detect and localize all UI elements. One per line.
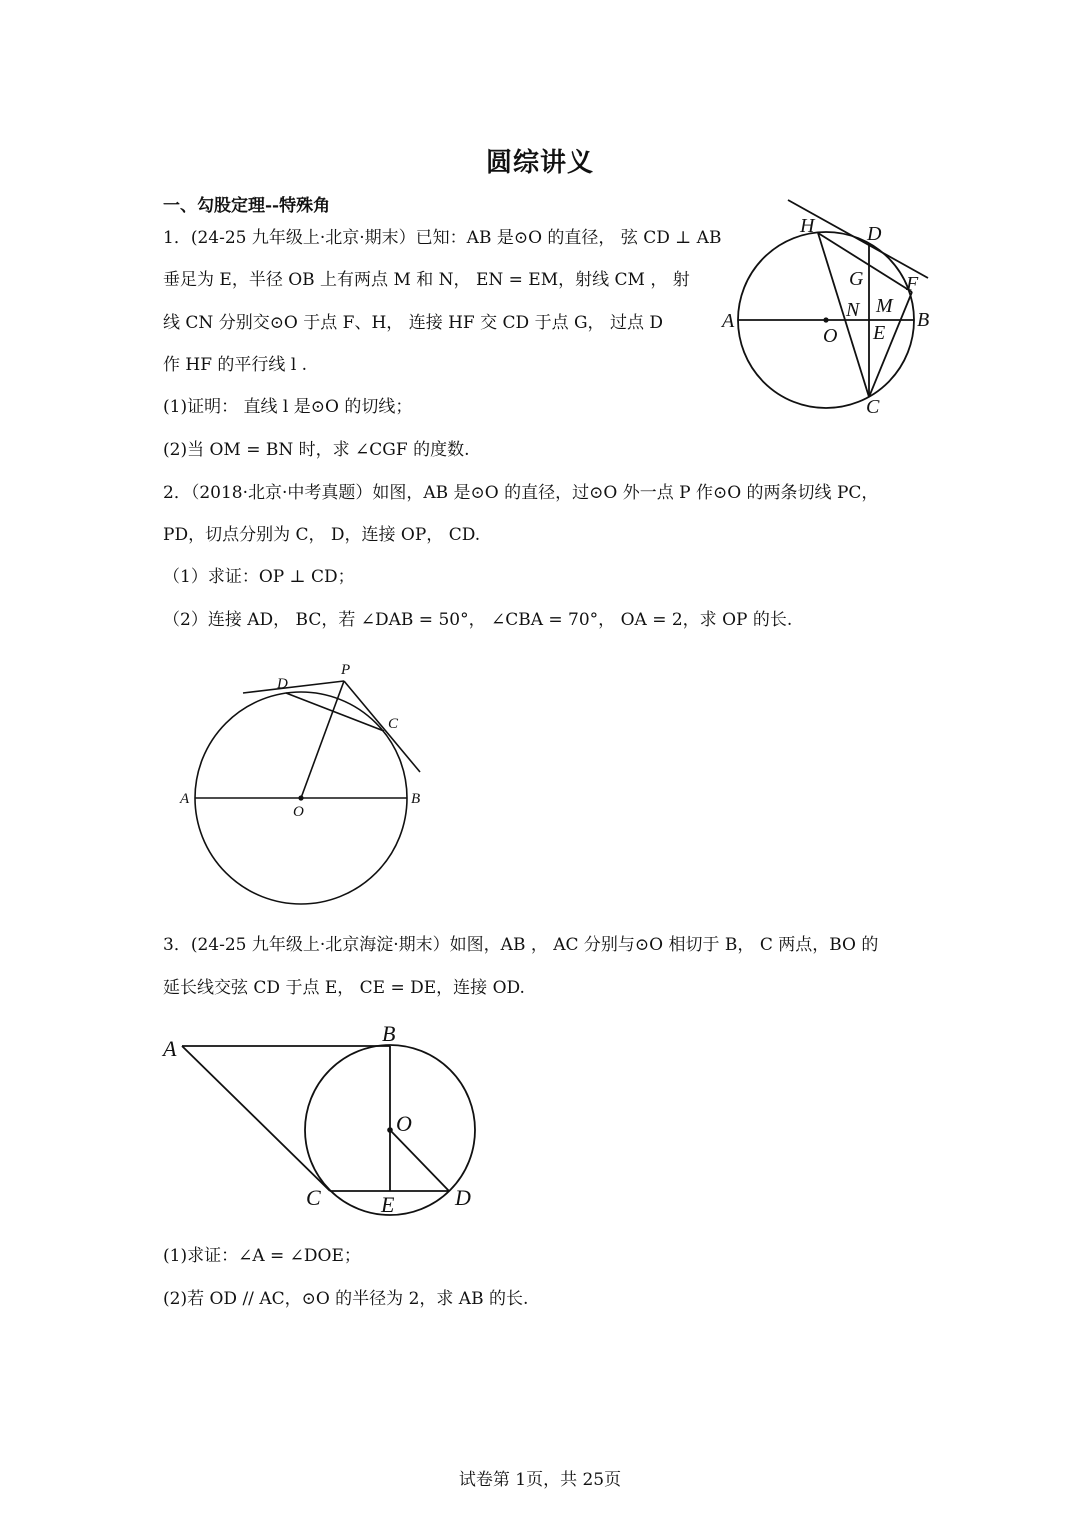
q3-label-a: A — [163, 1036, 177, 1061]
q3-segment-od — [390, 1130, 449, 1191]
q2-label-c: C — [388, 716, 399, 732]
q1-label-c: C — [866, 396, 880, 418]
q3-label-e: E — [381, 1192, 395, 1217]
q3-part-2: (2)若 OD // AC，⊙O 的半径为 2，求 AB 的长. — [163, 1289, 529, 1309]
q1-ray-cn — [818, 233, 869, 397]
page-footer: 试卷第 1页，共 25页 — [458, 1470, 622, 1490]
q2-segment-op — [301, 681, 344, 798]
q3-figure — [160, 1015, 490, 1225]
q1-line-4: 作 HF 的平行线 l . — [163, 355, 308, 375]
q1-part-2: (2)当 OM = BN 时，求 ∠CGF 的度数. — [163, 440, 470, 460]
q2-tangent-pc — [344, 681, 420, 772]
q1-label-a: A — [722, 310, 735, 332]
q1-label-f: F — [906, 273, 919, 295]
q1-label-e: E — [873, 322, 886, 344]
q1-label-b: B — [917, 309, 930, 331]
q2-part-1: （1）求证：OP ⊥ CD； — [163, 567, 355, 587]
q2-label-o: O — [293, 804, 304, 820]
q2-center-dot — [298, 795, 303, 800]
q1-label-h: H — [800, 215, 815, 237]
q3-part-1: (1)求证：∠A = ∠DOE； — [163, 1246, 361, 1266]
q3-tangent-ac — [182, 1046, 330, 1191]
q2-figure — [170, 655, 440, 910]
q3-line-1: 3．(24-25 九年级上·北京海淀·期末）如图，AB ， AC 分别与⊙O 相切于 B， C 两点，BO 的 — [163, 935, 879, 955]
q2-label-b: B — [411, 791, 421, 807]
q1-label-d: D — [867, 223, 882, 245]
q3-center-dot — [387, 1127, 393, 1133]
q2-line-2: PD，切点分别为 C， D，连接 OP， CD. — [163, 525, 481, 545]
q2-line-1: 2．（2018·北京·中考真题）如图，AB 是⊙O 的直径，过⊙O 外一点 P 作⊙O 的两条切线 PC， — [163, 483, 879, 503]
q1-label-o: O — [823, 325, 838, 347]
page-title: 圆综讲义 — [485, 148, 594, 178]
q3-label-d: D — [455, 1185, 471, 1210]
q1-label-g: G — [849, 268, 864, 290]
q1-label-m: M — [876, 295, 893, 317]
q1-line-2: 垂足为 E，半径 OB 上有两点 M 和 N， EN = EM，射线 CM ， 射 — [163, 270, 690, 290]
q2-tangent-pd — [243, 681, 344, 693]
q2-part-2: （2）连接 AD， BC，若 ∠DAB = 50°， ∠CBA = 70°， OA = 2，求 OP 的长. — [163, 610, 793, 630]
q1-figure — [710, 195, 950, 425]
q3-label-c: C — [306, 1185, 321, 1210]
q1-label-n: N — [846, 299, 860, 321]
q2-label-p: P — [341, 662, 351, 678]
q1-part-1: (1)证明： 直线 l 是⊙O 的切线； — [163, 397, 413, 417]
q3-label-b: B — [382, 1021, 396, 1046]
q1-line-1: 1．(24-25 九年级上·北京·期末）已知：AB 是⊙O 的直径， 弦 CD ⊥ AB — [163, 228, 722, 248]
q3-label-o: O — [396, 1111, 412, 1136]
q1-line-3: 线 CN 分别交⊙O 于点 F、H， 连接 HF 交 CD 于点 G， 过点 D — [163, 313, 663, 333]
q2-label-a: A — [180, 791, 190, 807]
q1-tangent-l — [788, 200, 928, 278]
q1-center-dot — [823, 317, 828, 322]
section-heading: 一、勾股定理--特殊角 — [163, 196, 331, 216]
q3-line-2: 延长线交弦 CD 于点 E， CE = DE，连接 OD. — [163, 978, 525, 998]
q2-label-d: D — [277, 676, 288, 692]
